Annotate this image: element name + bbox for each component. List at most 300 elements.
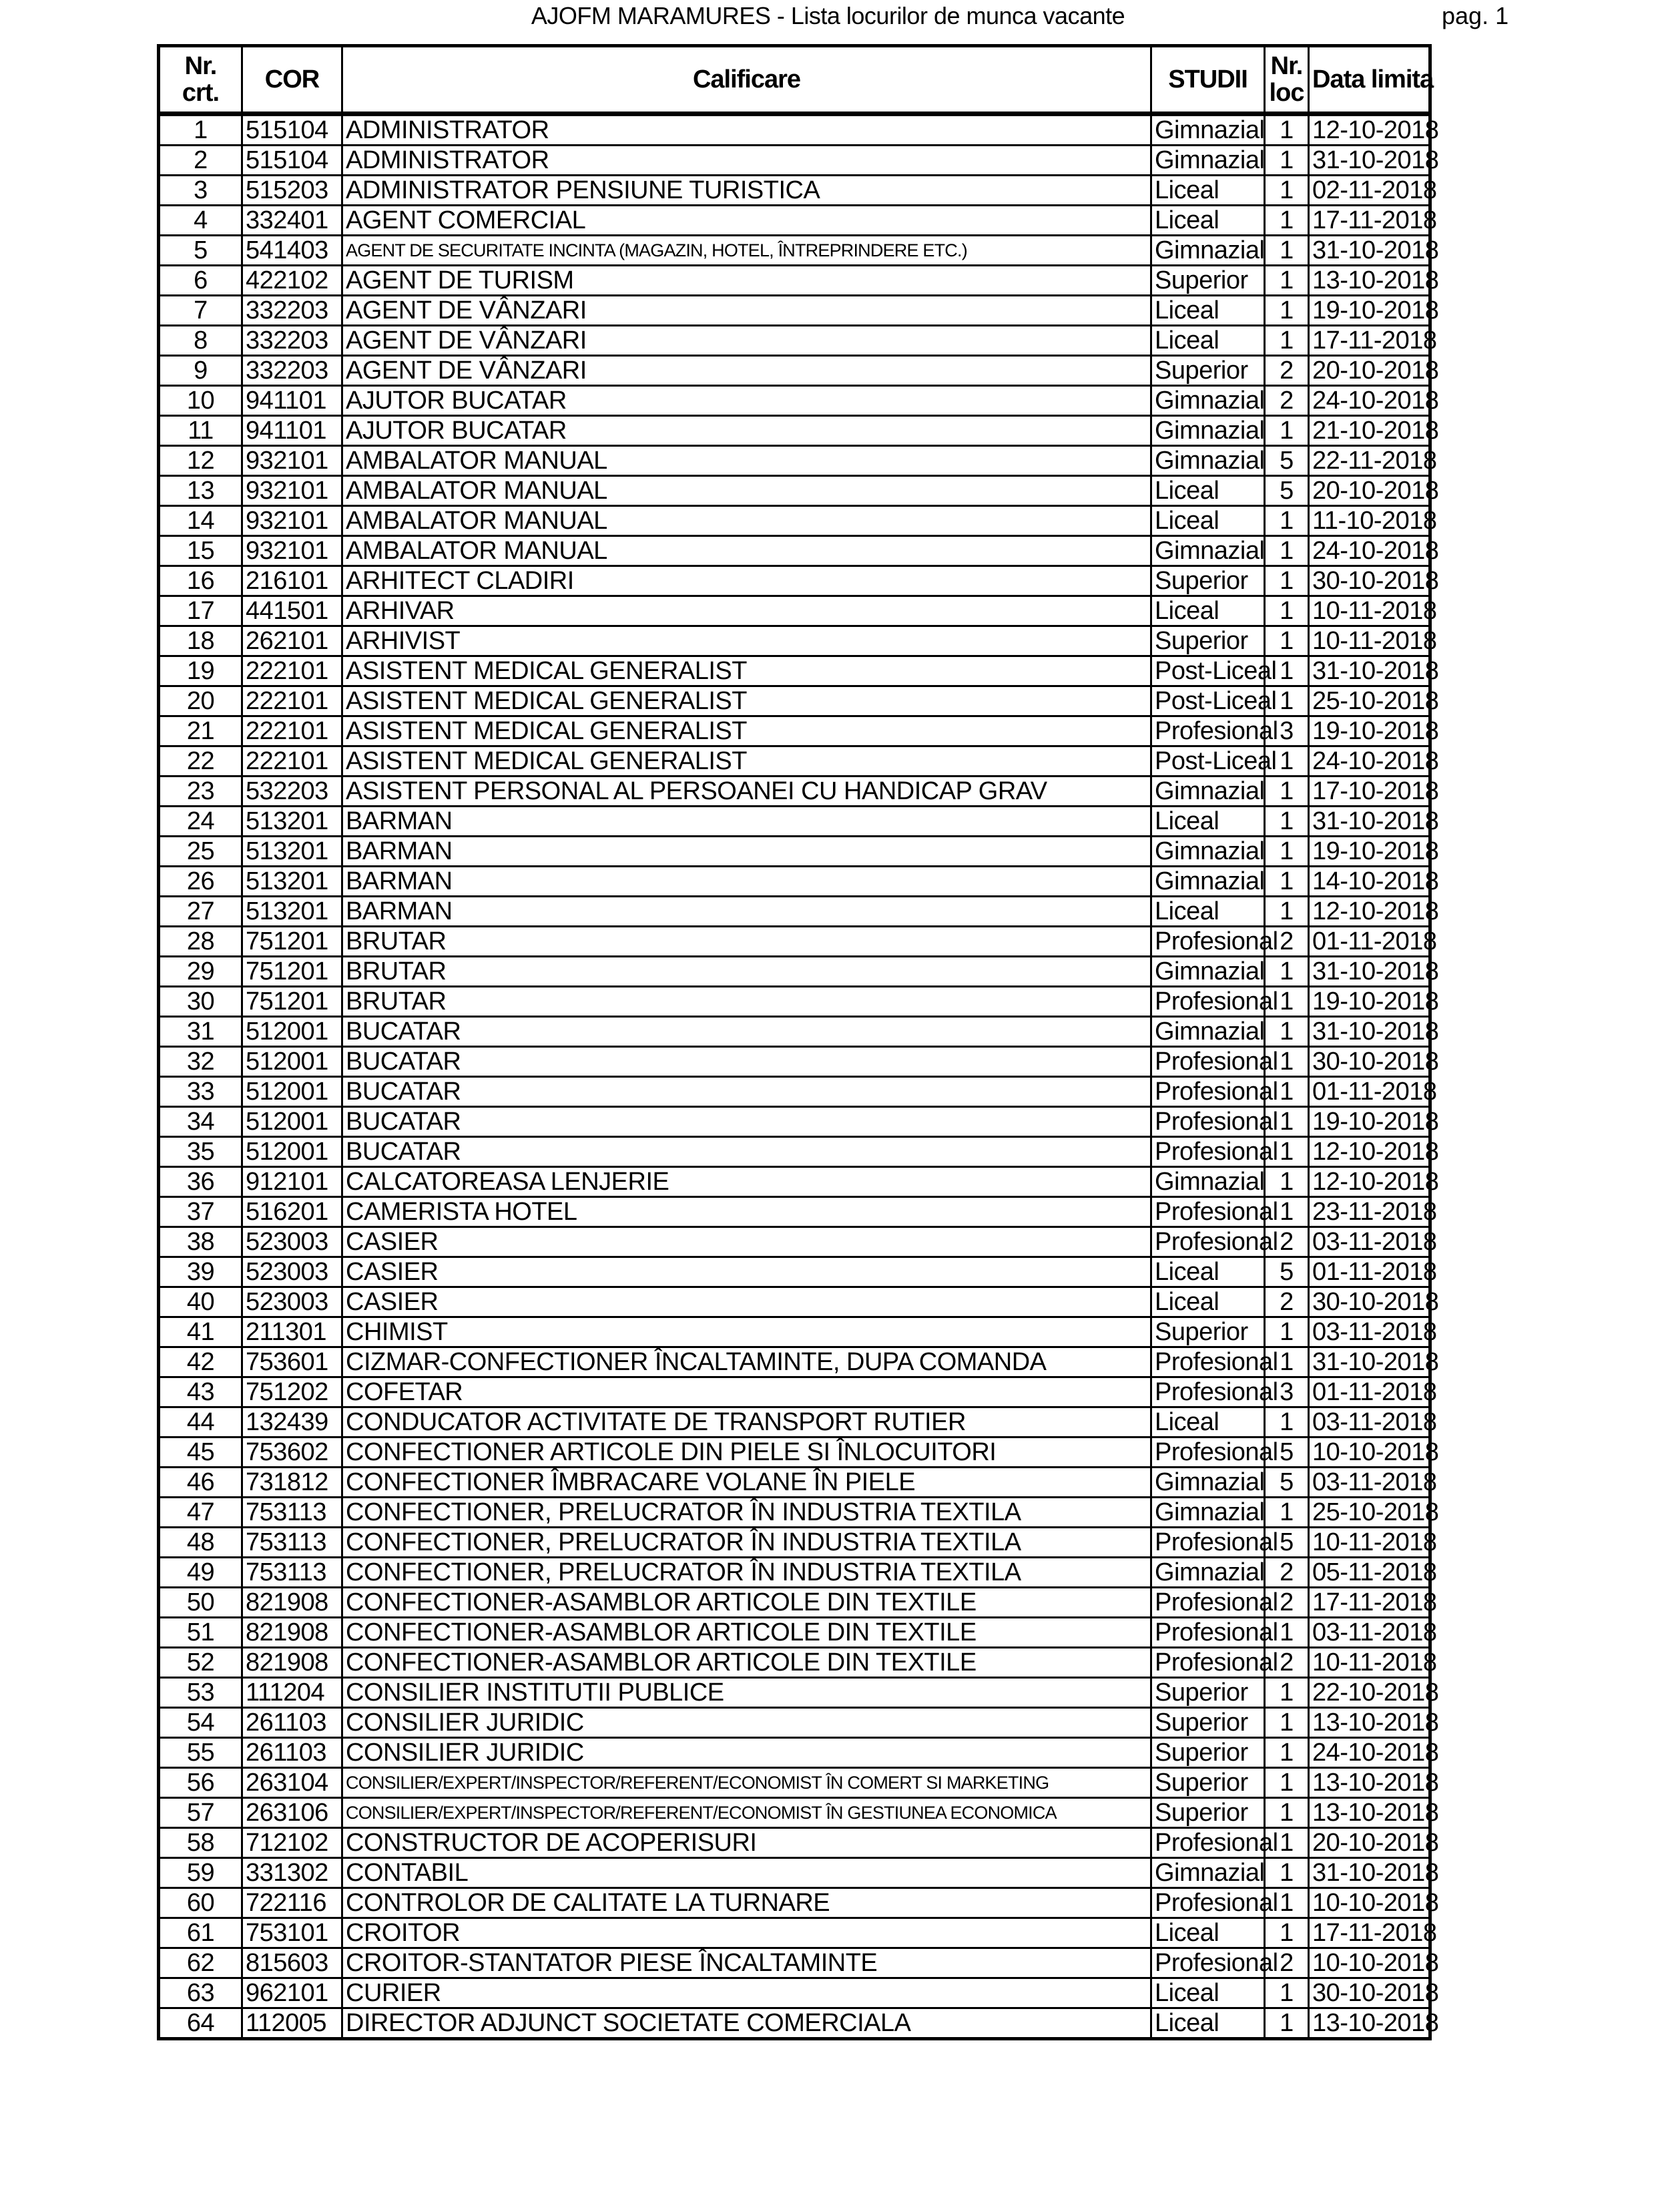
row-nr-crt: 14 [159,506,242,536]
row-calificare: AGENT DE VÂNZARI [342,356,1151,386]
table-row [159,1437,1430,1468]
row-calificare: AJUTOR BUCATAR [342,386,1151,416]
row-nr-loc: 1 [1265,1077,1309,1107]
row-calificare: ARHIVIST [342,626,1151,656]
row-nr-crt: 39 [159,1257,242,1287]
row-nr-loc: 1 [1265,987,1309,1017]
row-data-limita: 24-10-2018 [1309,1738,1430,1768]
row-studii: Superior [1151,266,1265,296]
row-data-limita: 20-10-2018 [1309,476,1430,506]
row-data-limita: 31-10-2018 [1309,807,1430,837]
header-nr-crt-line2: crt. [182,79,220,107]
row-studii: Profesional [1151,987,1265,1017]
row-nr-crt: 28 [159,927,242,957]
row-nr-loc: 1 [1265,1828,1309,1858]
row-data-limita: 17-11-2018 [1309,1918,1430,1948]
row-cor-code: 512001 [242,1017,342,1047]
row-nr-loc: 1 [1265,1107,1309,1137]
row-cor-code: 222101 [242,686,342,716]
row-nr-crt: 36 [159,1167,242,1197]
row-cor-code: 513201 [242,867,342,897]
row-nr-loc: 1 [1265,1888,1309,1918]
row-nr-crt: 2 [159,146,242,176]
row-nr-loc: 2 [1265,1287,1309,1317]
row-nr-crt: 6 [159,266,242,296]
table-row [159,1077,1430,1107]
table-row [159,1287,1430,1317]
row-studii: Post-Liceal [1151,656,1265,686]
row-calificare: BRUTAR [342,987,1151,1017]
row-calificare: CHIMIST [342,1317,1151,1347]
row-calificare: ARHITECT CLADIRI [342,566,1151,596]
row-studii: Liceal [1151,1407,1265,1437]
row-nr-crt: 16 [159,566,242,596]
row-nr-crt: 34 [159,1107,242,1137]
row-studii: Profesional [1151,1377,1265,1407]
row-studii: Gimnazial [1151,867,1265,897]
row-calificare: BUCATAR [342,1137,1151,1167]
table-row [159,176,1430,206]
row-calificare: BRUTAR [342,927,1151,957]
row-data-limita: 12-10-2018 [1309,1167,1430,1197]
row-studii: Gimnazial [1151,957,1265,987]
row-nr-loc: 1 [1265,1317,1309,1347]
row-studii: Profesional [1151,1618,1265,1648]
row-calificare: BUCATAR [342,1107,1151,1137]
row-cor-code: 932101 [242,446,342,476]
table-row [159,656,1430,686]
row-cor-code: 332203 [242,326,342,356]
row-studii: Profesional [1151,1197,1265,1227]
row-data-limita: 17-11-2018 [1309,206,1430,236]
row-nr-loc: 1 [1265,897,1309,927]
row-cor-code: 261103 [242,1738,342,1768]
row-calificare: CROITOR [342,1918,1151,1948]
row-studii: Liceal [1151,807,1265,837]
row-nr-crt: 37 [159,1197,242,1227]
row-cor-code: 941101 [242,386,342,416]
row-data-limita: 31-10-2018 [1309,146,1430,176]
row-calificare: CONFECTIONER-ASAMBLOR ARTICOLE DIN TEXTILE [342,1588,1151,1618]
row-nr-loc: 1 [1265,686,1309,716]
row-nr-crt: 17 [159,596,242,626]
row-calificare: CALCATOREASA LENJERIE [342,1167,1151,1197]
row-calificare: BUCATAR [342,1077,1151,1107]
row-studii: Superior [1151,1768,1265,1798]
row-calificare: ASISTENT MEDICAL GENERALIST [342,656,1151,686]
row-data-limita: 24-10-2018 [1309,386,1430,416]
row-nr-crt: 8 [159,326,242,356]
table-row [159,626,1430,656]
row-cor-code: 731812 [242,1468,342,1498]
row-studii: Liceal [1151,2008,1265,2039]
row-cor-code: 821908 [242,1648,342,1678]
row-cor-code: 211301 [242,1317,342,1347]
row-cor-code: 513201 [242,897,342,927]
table-header [159,46,1434,114]
row-data-limita: 23-11-2018 [1309,1197,1430,1227]
table-row [159,1528,1430,1558]
row-nr-crt: 46 [159,1468,242,1498]
row-nr-crt: 44 [159,1407,242,1437]
row-nr-crt: 54 [159,1708,242,1738]
row-studii: Profesional [1151,1047,1265,1077]
row-cor-code: 112005 [242,2008,342,2039]
row-calificare: CONSILIER JURIDIC [342,1708,1151,1738]
row-nr-crt: 4 [159,206,242,236]
row-data-limita: 21-10-2018 [1309,416,1430,446]
table-row [159,957,1430,987]
row-calificare: AMBALATOR MANUAL [342,506,1151,536]
table-row [159,1798,1430,1828]
row-cor-code: 753113 [242,1558,342,1588]
row-cor-code: 512001 [242,1107,342,1137]
row-nr-crt: 31 [159,1017,242,1047]
row-nr-crt: 40 [159,1287,242,1317]
row-nr-crt: 29 [159,957,242,987]
header-cor: COR [242,46,342,114]
row-nr-loc: 1 [1265,146,1309,176]
row-calificare: CAMERISTA HOTEL [342,1197,1151,1227]
row-nr-loc: 2 [1265,1558,1309,1588]
table-row [159,1918,1430,1948]
row-calificare: AMBALATOR MANUAL [342,446,1151,476]
row-data-limita: 10-11-2018 [1309,626,1430,656]
row-nr-loc: 1 [1265,506,1309,536]
row-calificare: CONTROLOR DE CALITATE LA TURNARE [342,1888,1151,1918]
row-data-limita: 30-10-2018 [1309,1047,1430,1077]
row-nr-crt: 49 [159,1558,242,1588]
table-row [159,476,1430,506]
row-cor-code: 751202 [242,1377,342,1407]
table-row [159,837,1430,867]
header-studii: STUDII [1151,46,1265,114]
row-calificare: CONSILIER/EXPERT/INSPECTOR/REFERENT/ECONOMIST ÎN GESTIUNEA ECONOMICA [342,1798,1151,1828]
row-studii: Profesional [1151,1227,1265,1257]
table-row [159,1648,1430,1678]
row-calificare: BARMAN [342,837,1151,867]
row-data-limita: 19-10-2018 [1309,716,1430,746]
row-nr-loc: 1 [1265,596,1309,626]
row-nr-loc: 1 [1265,807,1309,837]
row-calificare: CURIER [342,1978,1151,2008]
row-calificare: CONFECTIONER-ASAMBLOR ARTICOLE DIN TEXTILE [342,1648,1151,1678]
row-nr-loc: 1 [1265,1918,1309,1948]
row-calificare: BUCATAR [342,1047,1151,1077]
header-nr-crt-line1: Nr. [184,52,217,80]
table-row [159,897,1430,927]
row-data-limita: 03-11-2018 [1309,1317,1430,1347]
table-row [159,1197,1430,1227]
row-data-limita: 25-10-2018 [1309,686,1430,716]
row-cor-code: 515203 [242,176,342,206]
row-calificare: BARMAN [342,867,1151,897]
row-nr-crt: 1 [159,114,242,146]
row-cor-code: 932101 [242,536,342,566]
row-nr-crt: 3 [159,176,242,206]
row-cor-code: 512001 [242,1047,342,1077]
row-studii: Post-Liceal [1151,686,1265,716]
row-calificare: BRUTAR [342,957,1151,987]
row-data-limita: 31-10-2018 [1309,1858,1430,1888]
row-cor-code: 821908 [242,1618,342,1648]
row-nr-loc: 1 [1265,416,1309,446]
row-calificare: CASIER [342,1287,1151,1317]
row-nr-crt: 33 [159,1077,242,1107]
row-studii: Gimnazial [1151,1017,1265,1047]
row-data-limita: 01-11-2018 [1309,1377,1430,1407]
row-cor-code: 751201 [242,957,342,987]
row-data-limita: 25-10-2018 [1309,1498,1430,1528]
row-calificare: ASISTENT PERSONAL AL PERSOANEI CU HANDICAP GRAV [342,777,1151,807]
row-nr-crt: 30 [159,987,242,1017]
row-nr-loc: 1 [1265,1798,1309,1828]
row-nr-crt: 43 [159,1377,242,1407]
row-nr-loc: 1 [1265,1678,1309,1708]
row-nr-loc: 1 [1265,1197,1309,1227]
row-cor-code: 422102 [242,266,342,296]
row-studii: Gimnazial [1151,146,1265,176]
row-calificare: CONFECTIONER-ASAMBLOR ARTICOLE DIN TEXTILE [342,1618,1151,1648]
row-data-limita: 31-10-2018 [1309,1017,1430,1047]
row-calificare: CONDUCATOR ACTIVITATE DE TRANSPORT RUTIER [342,1407,1151,1437]
row-calificare: CONFECTIONER, PRELUCRATOR ÎN INDUSTRIA TEXTILA [342,1558,1151,1588]
row-studii: Liceal [1151,1287,1265,1317]
row-nr-crt: 21 [159,716,242,746]
row-nr-crt: 64 [159,2008,242,2039]
row-studii: Superior [1151,1708,1265,1738]
row-studii: Superior [1151,1798,1265,1828]
row-cor-code: 263104 [242,1768,342,1798]
row-nr-crt: 42 [159,1347,242,1377]
row-cor-code: 912101 [242,1167,342,1197]
row-data-limita: 30-10-2018 [1309,1978,1430,2008]
row-data-limita: 03-11-2018 [1309,1227,1430,1257]
table-row [159,867,1430,897]
row-nr-crt: 45 [159,1437,242,1468]
row-nr-loc: 5 [1265,1468,1309,1498]
table-row [159,777,1430,807]
table-row [159,386,1430,416]
row-data-limita: 24-10-2018 [1309,746,1430,777]
row-nr-loc: 2 [1265,386,1309,416]
row-cor-code: 111204 [242,1678,342,1708]
row-cor-code: 216101 [242,566,342,596]
row-calificare: COFETAR [342,1377,1151,1407]
row-cor-code: 332203 [242,356,342,386]
table-row [159,1167,1430,1197]
row-nr-loc: 1 [1265,114,1309,146]
row-cor-code: 753113 [242,1528,342,1558]
row-data-limita: 22-11-2018 [1309,446,1430,476]
row-calificare: AGENT DE SECURITATE INCINTA (MAGAZIN, HOTEL, ÎNTREPRINDERE ETC.) [342,236,1151,266]
row-data-limita: 01-11-2018 [1309,1257,1430,1287]
row-cor-code: 523003 [242,1287,342,1317]
row-nr-loc: 5 [1265,1257,1309,1287]
header-nr-crt [159,46,242,114]
row-calificare: AGENT COMERCIAL [342,206,1151,236]
row-studii: Profesional [1151,927,1265,957]
row-nr-crt: 50 [159,1588,242,1618]
row-nr-loc: 1 [1265,837,1309,867]
row-studii: Liceal [1151,897,1265,927]
row-calificare: CIZMAR-CONFECTIONER ÎNCALTAMINTE, DUPA COMANDA [342,1347,1151,1377]
row-cor-code: 722116 [242,1888,342,1918]
row-cor-code: 523003 [242,1227,342,1257]
row-studii: Superior [1151,626,1265,656]
row-nr-loc: 1 [1265,1017,1309,1047]
row-nr-loc: 1 [1265,266,1309,296]
row-cor-code: 523003 [242,1257,342,1287]
row-cor-code: 515104 [242,114,342,146]
table-row [159,1407,1430,1437]
row-data-limita: 17-11-2018 [1309,326,1430,356]
row-studii: Gimnazial [1151,837,1265,867]
row-nr-crt: 52 [159,1648,242,1678]
table-row [159,596,1430,626]
row-nr-crt: 7 [159,296,242,326]
row-nr-loc: 1 [1265,656,1309,686]
row-cor-code: 222101 [242,716,342,746]
row-studii: Liceal [1151,476,1265,506]
header-row [159,46,1430,114]
row-cor-code: 962101 [242,1978,342,2008]
row-data-limita: 20-10-2018 [1309,356,1430,386]
row-calificare: ARHIVAR [342,596,1151,626]
row-cor-code: 441501 [242,596,342,626]
header-calificare: Calificare [342,46,1151,114]
table-row [159,1678,1430,1708]
row-cor-code: 516201 [242,1197,342,1227]
table-row [159,987,1430,1017]
row-cor-code: 821908 [242,1588,342,1618]
row-nr-crt: 38 [159,1227,242,1257]
row-data-limita: 12-10-2018 [1309,114,1430,146]
row-data-limita: 03-11-2018 [1309,1468,1430,1498]
row-data-limita: 24-10-2018 [1309,536,1430,566]
row-studii: Profesional [1151,1948,1265,1978]
table-row [159,1858,1430,1888]
row-calificare: BUCATAR [342,1017,1151,1047]
row-nr-loc: 2 [1265,1948,1309,1978]
table-body [159,114,1439,2039]
table-row [159,1978,1430,2008]
row-cor-code: 932101 [242,506,342,536]
row-studii: Profesional [1151,1528,1265,1558]
row-cor-code: 753602 [242,1437,342,1468]
row-calificare: AMBALATOR MANUAL [342,476,1151,506]
row-nr-crt: 19 [159,656,242,686]
row-calificare: CONSILIER/EXPERT/INSPECTOR/REFERENT/ECONOMIST ÎN COMERT SI MARKETING [342,1768,1151,1798]
row-data-limita: 13-10-2018 [1309,1798,1430,1828]
row-nr-crt: 51 [159,1618,242,1648]
row-cor-code: 262101 [242,626,342,656]
header-nr-loc [1265,46,1309,114]
row-nr-loc: 1 [1265,626,1309,656]
row-cor-code: 512001 [242,1137,342,1167]
row-nr-crt: 48 [159,1528,242,1558]
row-data-limita: 14-10-2018 [1309,867,1430,897]
row-cor-code: 815603 [242,1948,342,1978]
row-nr-loc: 1 [1265,566,1309,596]
row-calificare: CONFECTIONER, PRELUCRATOR ÎN INDUSTRIA TEXTILA [342,1528,1151,1558]
row-nr-loc: 2 [1265,356,1309,386]
row-nr-loc: 1 [1265,1347,1309,1377]
row-nr-crt: 13 [159,476,242,506]
row-nr-crt: 22 [159,746,242,777]
row-data-limita: 01-11-2018 [1309,1077,1430,1107]
row-calificare: AMBALATOR MANUAL [342,536,1151,566]
row-calificare: CONFECTIONER, PRELUCRATOR ÎN INDUSTRIA TEXTILA [342,1498,1151,1528]
row-nr-loc: 1 [1265,867,1309,897]
row-studii: Gimnazial [1151,236,1265,266]
header-data-limita: Data limita [1309,46,1430,114]
row-nr-crt: 41 [159,1317,242,1347]
row-calificare: CONFECTIONER ÎMBRACARE VOLANE ÎN PIELE [342,1468,1151,1498]
row-nr-loc: 1 [1265,777,1309,807]
table-row [159,206,1430,236]
row-studii: Superior [1151,356,1265,386]
row-nr-crt: 58 [159,1828,242,1858]
table-row [159,1017,1430,1047]
table-row [159,536,1430,566]
row-cor-code: 515104 [242,146,342,176]
table-row [159,2008,1430,2039]
row-nr-loc: 1 [1265,1768,1309,1798]
row-studii: Gimnazial [1151,1498,1265,1528]
table-row [159,716,1430,746]
row-nr-crt: 62 [159,1948,242,1978]
row-studii: Liceal [1151,596,1265,626]
row-nr-crt: 5 [159,236,242,266]
row-studii: Profesional [1151,1828,1265,1858]
page-number: pag. 1 [1442,2,1509,29]
row-data-limita: 11-10-2018 [1309,506,1430,536]
row-data-limita: 17-10-2018 [1309,777,1430,807]
row-studii: Gimnazial [1151,1167,1265,1197]
table-row [159,1588,1430,1618]
row-cor-code: 941101 [242,416,342,446]
row-data-limita: 12-10-2018 [1309,1137,1430,1167]
row-cor-code: 222101 [242,656,342,686]
row-studii: Superior [1151,1678,1265,1708]
row-cor-code: 513201 [242,837,342,867]
row-nr-loc: 2 [1265,1648,1309,1678]
row-studii: Gimnazial [1151,1558,1265,1588]
row-calificare: CONSILIER JURIDIC [342,1738,1151,1768]
table-row [159,266,1430,296]
row-studii: Profesional [1151,1648,1265,1678]
row-studii: Profesional [1151,716,1265,746]
row-calificare: AGENT DE VÂNZARI [342,326,1151,356]
row-calificare: ADMINISTRATOR [342,146,1151,176]
document-title: AJOFM MARAMURES - Lista locurilor de munca vacante [531,2,1125,29]
table-row [159,1558,1430,1588]
table-row [159,1047,1430,1077]
table-row [159,1347,1430,1377]
row-nr-loc: 3 [1265,716,1309,746]
row-data-limita: 31-10-2018 [1309,1347,1430,1377]
row-nr-loc: 1 [1265,1047,1309,1077]
row-studii: Gimnazial [1151,446,1265,476]
table-row [159,114,1430,146]
row-studii: Liceal [1151,176,1265,206]
row-studii: Gimnazial [1151,536,1265,566]
row-studii: Profesional [1151,1077,1265,1107]
row-nr-loc: 1 [1265,296,1309,326]
table-row [159,1468,1430,1498]
row-nr-loc: 1 [1265,1618,1309,1648]
